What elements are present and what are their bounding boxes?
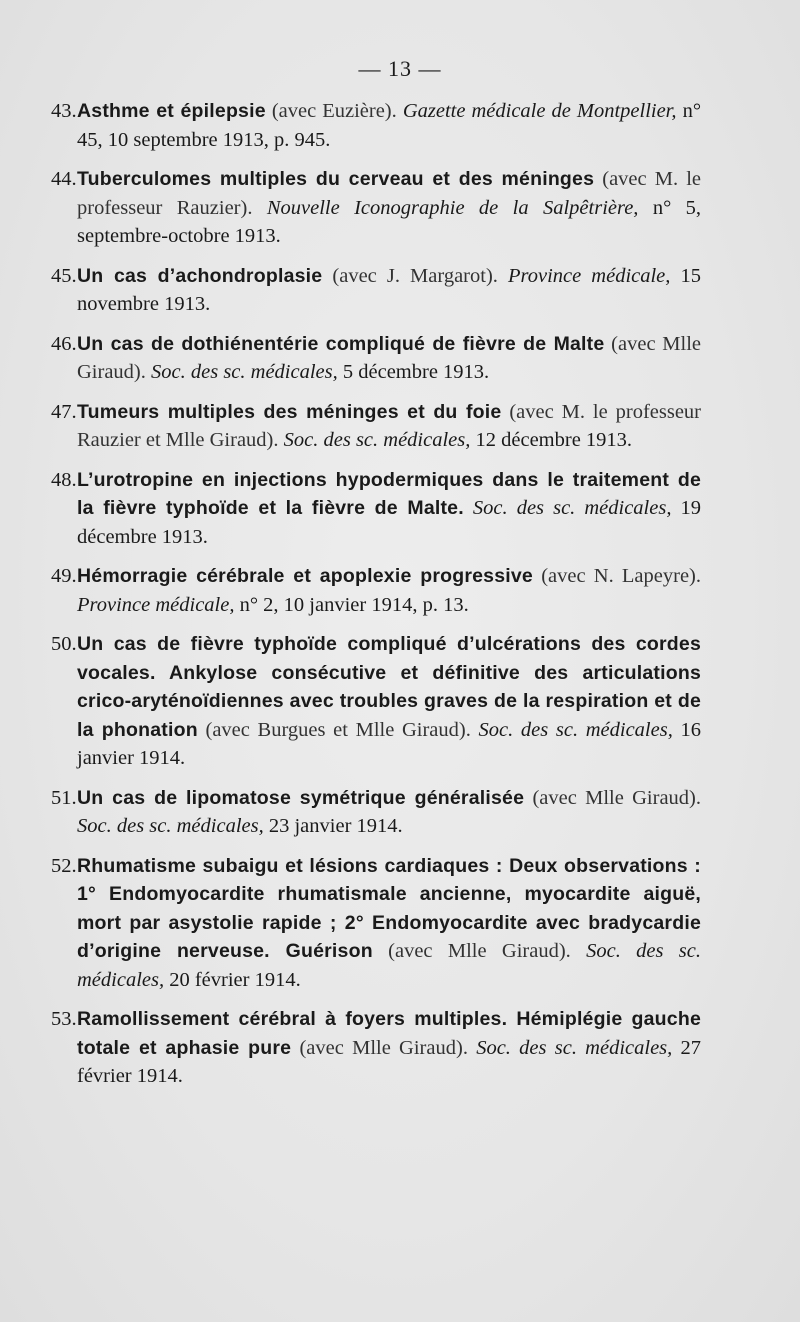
entry-title: Rhumatisme subaigu et lésions cardiaques : Deux observations : 1° Endomyocardite rhumatismale ancienne, myocardite aiguë, mort par asystolie rapide ; 2° Endomyocardite avec bradycardie d’origine nerveuse. Guérison <box>77 854 701 962</box>
entry-collaborators: (avec M. le professeur Rauzier). <box>77 168 701 219</box>
publication-entry <box>51 398 701 455</box>
publication-list <box>51 97 701 1102</box>
entry-title: Un cas de lipomatose symétrique généralisée <box>77 786 525 809</box>
entry-venue: Province médicale, <box>77 593 235 616</box>
entry-number: 50. <box>51 633 77 655</box>
entry-collaborators: (avec Mlle Giraud). <box>532 786 701 809</box>
entry-venue: Soc. des sc. médicales, <box>478 718 673 741</box>
entry-venue: Nouvelle Iconographie de la Salpêtrière, <box>266 196 639 219</box>
entry-details: 16 janvier 1914. <box>77 718 701 769</box>
publication-entry <box>51 630 701 773</box>
entry-details: n° 2, 10 janvier 1914, p. 13. <box>239 593 469 616</box>
entry-details: n° 5, septembre-octobre 1913. <box>77 196 702 247</box>
entry-venue: Soc. des sc. médicales, <box>77 815 264 837</box>
publication-entry <box>51 262 701 319</box>
page-number: — 13 — <box>358 56 442 81</box>
entry-collaborators: (avec M. le professeur Rauzier et Mlle Giraud). <box>77 400 701 451</box>
publication-entry <box>51 784 701 841</box>
publication-entry <box>51 97 701 154</box>
entry-title: Un cas d’achondroplasie <box>77 264 323 287</box>
entry-title: Ramollissement cérébral à foyers multiples. Hémiplégie gauche totale et aphasie pure <box>77 1008 701 1059</box>
entry-title: Un cas de dothiénentérie compliqué de fièvre de Malte <box>77 332 605 355</box>
entry-venue: Province médicale, <box>507 264 671 287</box>
entry-number: 47. <box>51 400 77 423</box>
entry-venue: Soc. des sc. médicales, <box>472 497 672 519</box>
publication-entry <box>51 852 701 995</box>
entry-details: 20 février 1914. <box>169 968 301 991</box>
publication-entry <box>51 165 701 251</box>
entry-number: 53. <box>51 1008 77 1030</box>
entry-number: 43. <box>51 100 77 122</box>
entry-venue: Soc. des sc. médicales, <box>283 429 471 451</box>
entry-venue: Soc. des sc. médicales, <box>476 1036 673 1059</box>
entry-number: 45. <box>51 264 77 287</box>
entry-details: 23 janvier 1914. <box>268 815 403 837</box>
entry-number: 49. <box>51 565 77 587</box>
entry-details: 19 décembre 1913. <box>77 497 702 548</box>
entry-collaborators: (avec Burgues et Mlle Giraud). <box>205 718 471 741</box>
entry-title: Asthme et épilepsie <box>77 100 266 122</box>
entry-title: Tumeurs multiples des méninges et du foie <box>77 400 502 423</box>
entry-title: Hémorragie cérébrale et apoplexie progressive <box>77 565 533 587</box>
entry-collaborators: (avec Mlle Giraud). <box>388 940 571 962</box>
entry-collaborators: (avec Mlle Giraud). <box>77 332 702 383</box>
entry-collaborators: (avec J. Margarot). <box>332 264 498 287</box>
entry-venue: Gazette médicale de Montpellier, <box>402 100 677 122</box>
entry-number: 44. <box>51 168 77 190</box>
entry-details: 27 février 1914. <box>77 1036 702 1087</box>
entry-details: n° 45, 10 septembre 1913, p. 945. <box>77 100 702 151</box>
entry-collaborators: (avec Euzière). <box>271 100 397 122</box>
entry-number: 51. <box>51 786 77 809</box>
entry-number: 52. <box>51 854 77 877</box>
entry-title: Tuberculomes multiples du cerveau et des méninges <box>77 168 595 190</box>
publication-entry <box>51 562 701 619</box>
entry-title: L’urotropine en injections hypodermiques dans le traitement de la fièvre typhoïde et la fièvre de Malte. <box>77 468 701 519</box>
entry-venue: Soc. des sc. médicales, <box>151 361 338 383</box>
publication-entry <box>51 330 701 387</box>
entry-collaborators: (avec Mlle Giraud). <box>299 1036 468 1059</box>
entry-number: 48. <box>51 468 77 491</box>
entry-title: Un cas de fièvre typhoïde compliqué d’ulcérations des cordes vocales. Ankylose consécutive et définitive des articulations crico-aryténoïdiennes avec troubles graves de la respiration et de la phonation <box>77 633 701 741</box>
entry-number: 46. <box>51 332 77 355</box>
publication-entry <box>51 466 701 552</box>
entry-details: 5 décembre 1913. <box>342 361 490 383</box>
entry-details: 12 décembre 1913. <box>475 429 633 451</box>
entry-venue: Soc. des sc. médicales, <box>77 940 702 991</box>
entry-collaborators: (avec N. Lapeyre). <box>541 565 702 587</box>
publication-entry <box>51 1005 701 1091</box>
entry-details: 15 novembre 1913. <box>77 264 701 315</box>
